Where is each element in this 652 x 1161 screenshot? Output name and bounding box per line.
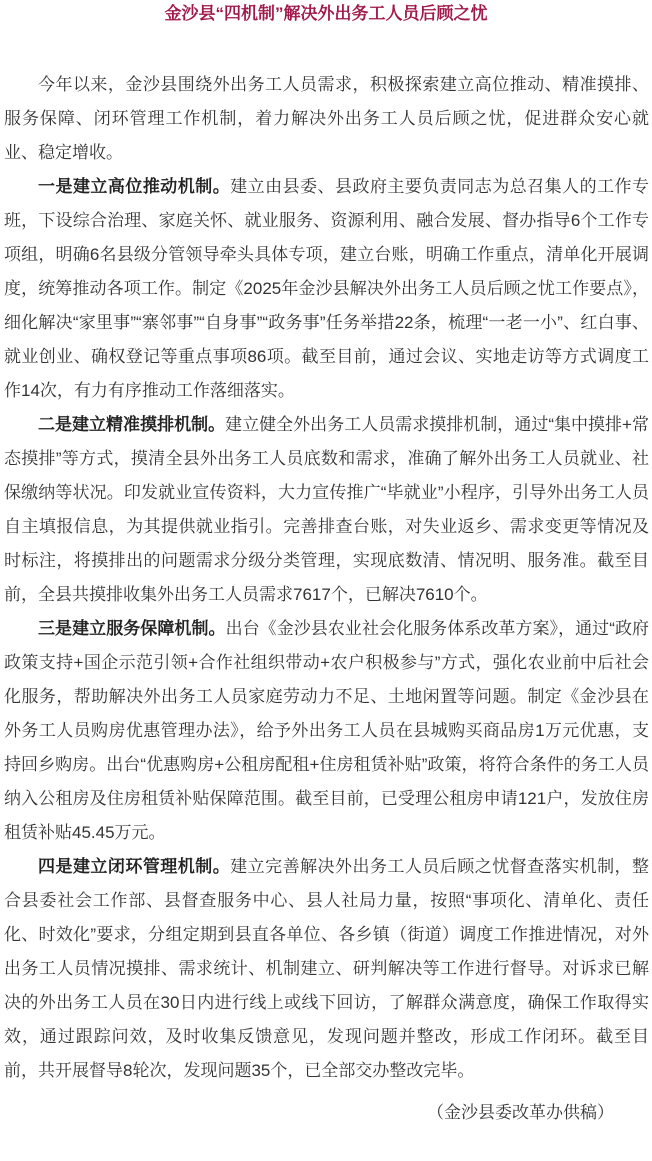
article-title: 金沙县“四机制”解决外出务工人员后顾之忧 [164, 4, 488, 23]
section-paragraph-2 [4, 408, 649, 612]
source-attribution: （金沙县委改革办供稿） [427, 1103, 614, 1122]
section-paragraph-4 [4, 850, 649, 1088]
section-body: 建立由县委、县政府主要负责同志为总召集人的工作专班，下设综合治理、家庭关怀、就业服务、资源利用、融合发展、督办指导6个工作专项组，明确6名县级分管领导牵头具体专项，建立台账，明确工作重点，清单化开展调度，统筹推动各项工作。制定《2025年金沙县解决外出务工人员后顾之忧工作要点》，细化解决“家里事”“寨邻事”“自身事”“政务事”任务举措22条，梳理“一老一小”、红白事、就业创业、确权登记等重点事项86项。截至目前，通过会议、实地走访等方式调度工作14次，有力有序推动工作落细落实。 [4, 177, 650, 400]
section-body: 建立健全外出务工人员需求摸排机制，通过“集中摸排+常态摸排”等方式，摸清全县外出务工人员底数和需求，准确了解外出务工人员就业、社保缴纳等状况。印发就业宣传资料，大力宣传推广“毕就业”小程序，引导外出务工人员自主填报信息，为其提供就业指引。完善排查台账，对失业返乡、需求变更等情况及时标注，将摸排出的问题需求分级分类管理，实现底数清、情况明、服务准。截至目前，全县共摸排收集外出务工人员需求7617个，已解决7610个。 [4, 415, 649, 604]
section-lead: 二是建立精准摸排机制。 [38, 415, 226, 434]
section-lead: 四是建立闭环管理机制。 [38, 857, 231, 876]
section-paragraph-1 [4, 170, 649, 408]
article-body [4, 68, 649, 1088]
section-lead: 一是建立高位推动机制。 [38, 177, 231, 196]
section-body: 建立完善解决外出务工人员后顾之忧督查落实机制，整合县委社会工作部、县督查服务中心、县人社局力量，按照“事项化、清单化、责任化、时效化”要求，分组定期到县直各单位、各乡镇（街道）调度工作推进情况，对外出务工人员情况摸排、需求统计、机制建立、研判解决等工作进行督导。对诉求已解决的外出务工人员在30日内进行线上或线下回访，了解群众满意度，确保工作取得实效，通过跟踪问效，及时收集反馈意见，发现问题并整改，形成工作闭环。截至目前，共开展督导8轮次，发现问题35个，已全部交办整改完毕。 [4, 857, 650, 1080]
intro-paragraph: 今年以来，金沙县围绕外出务工人员需求，积极探索建立高位推动、精准摸排、服务保障、闭环管理工作机制，着力解决外出务工人员后顾之忧，促进群众安心就业、稳定增收。 [4, 75, 649, 162]
section-body: 出台《金沙县农业社会化服务体系改革方案》，通过“政府政策支持+国企示范引领+合作社组织带动+农户积极参与”方式，强化农业前中后社会化服务，帮助解决外出务工人员家庭劳动力不足、土地闲置等问题。制定《金沙县在外务工人员购房优惠管理办法》，给予外出务工人员在县城购买商品房1万元优惠，支持回乡购房。出台“优惠购房+公租房配租+住房租赁补贴”政策，将符合条件的务工人员纳入公租房及住房租赁补贴保障范围。截至目前，已受理公租房申请121户，发放住房租赁补贴45.45万元。 [4, 619, 649, 842]
section-paragraph-3 [4, 612, 649, 850]
section-lead: 三是建立服务保障机制。 [38, 619, 226, 638]
